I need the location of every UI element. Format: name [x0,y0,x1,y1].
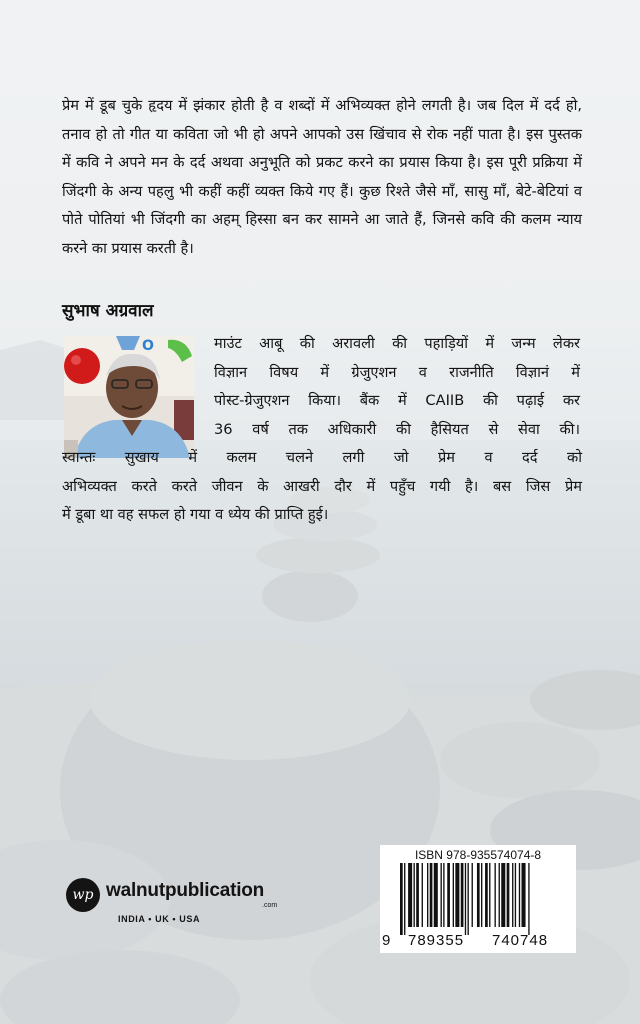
barcode-bar [522,863,526,927]
barcode-bar [489,863,490,927]
bio-line: स्वान्तः सुखाय में कलम चलने लगी जो प्रेम व दर्द को [62,449,582,466]
bio-line: अभिव्यक्त करते करते जीवन के आखरी दौर में पहुँच गयी है। बस जिस प्रेम [62,477,582,495]
publisher-logo-icon: wp [66,878,100,912]
barcode-bar [427,863,428,927]
barcode-bar [481,863,482,927]
barcode-bar [499,863,500,927]
publisher-block [66,876,286,936]
barcode-bar [453,863,454,927]
bio-line: 36 वर्ष तक अधिकारी की हैसियत से सेवा की। [214,420,580,438]
barcode-bar [447,863,450,927]
isbn-barcode [380,845,576,953]
bio-line: में डूबा था वह सफल हो गया व ध्येय की प्राप्ति हुई। [62,506,329,523]
barcode-bar [477,863,480,927]
barcode-bar [441,863,442,927]
barcode-bar [461,863,464,927]
barcode-bar [501,863,505,927]
bio-line: पोस्ट-ग्रेजुएशन किया। बैंक में CAIIB की पढ़ाई कर [214,392,580,409]
barcode-bar [495,863,496,927]
barcode-digits-right: 740748 [492,932,549,949]
isbn-label: ISBN 978-935574074-8 [414,848,542,862]
bio-line: माउंट आबू की अरावली की पहाड़ियों में जन्म लेकर [214,335,580,352]
barcode-bar [465,863,466,935]
barcode-bars [386,863,570,935]
barcode-bar [422,863,423,927]
bio-line: विज्ञान विषय में ग्रेजुएशन व राजनीति विज्ञानं में [214,363,580,381]
barcode-bar [512,863,513,927]
publisher-regions: INDIA • UK • USA [118,914,201,924]
svg-text:O: O [142,338,154,354]
publisher-name: walnutpublication [106,880,265,901]
barcode-bar [515,863,516,927]
barcode-bar [416,863,419,927]
publisher-domain: .com [262,902,278,909]
barcode-bar [404,863,405,935]
barcode-bar [430,863,433,927]
author-photo [64,336,194,458]
barcode-bar [434,863,438,927]
author-bio-beside-photo [214,330,580,444]
author-bio-full-width [62,444,582,530]
barcode-bar [400,863,403,935]
barcode-bar [472,863,473,927]
barcode-bar [408,863,412,927]
barcode-bar [468,863,469,935]
barcode-bar [414,863,415,927]
barcode-bar [519,863,520,927]
barcode-digits-left: 789355 [408,932,465,949]
barcode-bar [528,863,529,935]
barcode-bar [455,863,459,927]
book-blurb: प्रेम में डूब चुके हृदय में झंकार होती है व शब्दों में अभिव्यक्त होने लगती है। जब दिल में दर्द हो, तनाव हो तो गीत या कविता जो भी हो अपने आपको उस खिंचाव से रोक नहीं पाता है। इस पुस्तक में कवि ने अपने मन के दर्द अथवा अनुभूति को प्रकट करने का प्रयास किया है। इस पूरी प्रक्रिया में जिंदगी के अन्य पहलु भी कहीं कहीं व्यक्त किये गए हैं। कुछ रिश्ते जैसे माँ, सासु माँ, बेटे-बेटियां व पोते पोतियां भी जिंदगी का अहम् हिस्सा बन कर सामने आ जाते हैं, जिनसे कवि की कलम न्याय करने का प्रयास करती है। [62,97,582,257]
barcode-bar [507,863,510,927]
author-name: सुभाष अग्रवाल [62,301,154,321]
barcode-digit-first: 9 [382,932,392,949]
barcode-bar [443,863,444,927]
barcode-bar [485,863,488,927]
